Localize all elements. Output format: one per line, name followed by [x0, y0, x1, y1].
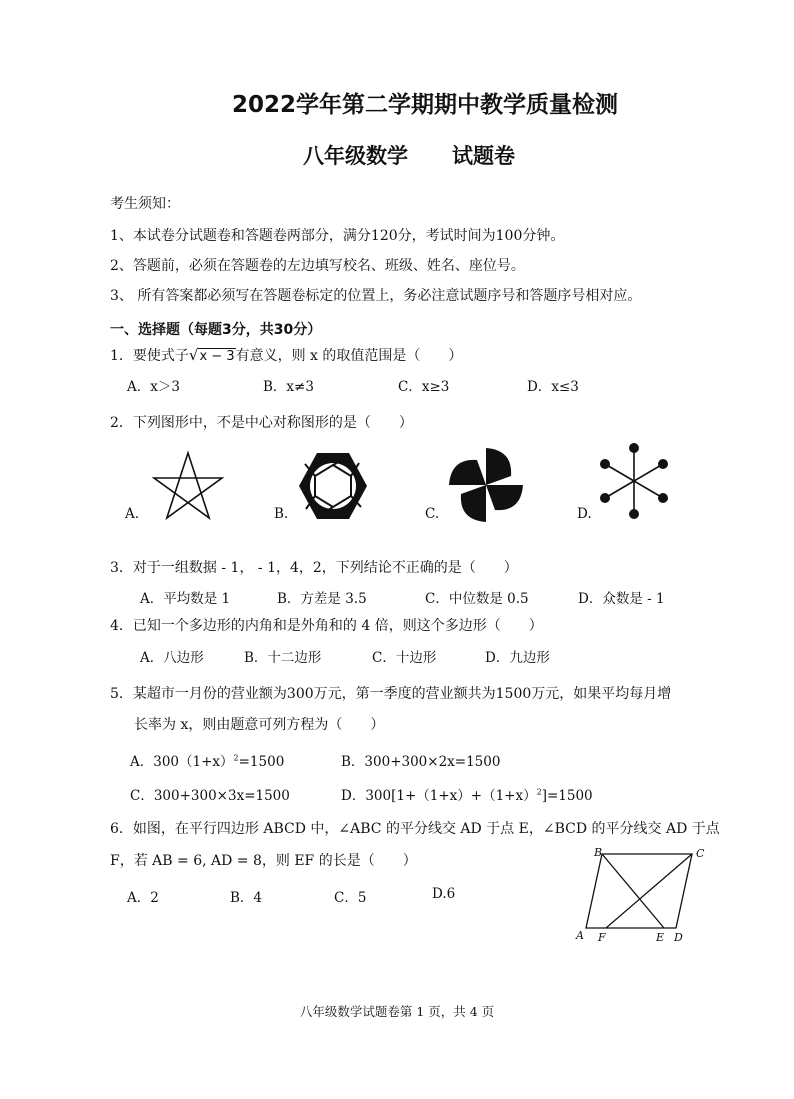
question-6-option-b: B．4	[230, 890, 263, 906]
question-4-option-b: B．十二边形	[244, 650, 322, 666]
pinwheel-icon	[447, 446, 525, 524]
exponent: 2	[536, 787, 542, 797]
question-5-stem-line-2: 长率为 x，则由题意可列方程为（ ）	[134, 717, 385, 733]
question-4-option-d: D．九边形	[485, 650, 550, 666]
question-6-option-a: A．2	[127, 890, 159, 906]
radicand: x − 3	[199, 349, 235, 364]
notice-item: 2、答题前，必须在答题卷的左边填写校名、班级、姓名、座位号。	[110, 258, 525, 274]
question-2-label-d: D.	[577, 506, 592, 522]
section-heading: 一、选择题（每题3分，共30分）	[110, 322, 322, 338]
question-1-option-d: D．x≤3	[527, 379, 579, 395]
hexagon-icon	[296, 449, 370, 523]
pentagram-icon	[150, 450, 226, 522]
question-2-label-b: B.	[274, 506, 289, 522]
notice-item: 1、本试卷分试题卷和答题卷两部分，满分120分，考试时间为100分钟。	[110, 228, 565, 244]
question-1-option-a: A．x＞3	[127, 379, 180, 395]
question-5-option-a-rhs: =1500	[238, 754, 285, 770]
six-spoke-star-icon	[598, 441, 670, 521]
question-3-option-a: A．平均数是 1	[140, 591, 231, 607]
question-1-stem	[110, 345, 462, 365]
question-3-option-b: B．方差是 3.5	[277, 591, 367, 607]
notice-heading: 考生须知：	[110, 196, 180, 212]
page-title: 2022学年第二学期期中教学质量检测	[231, 92, 618, 118]
question-5-option-a	[130, 750, 284, 770]
page-subtitle-subject: 八年级数学	[303, 144, 408, 168]
question-5-option-a-base: A．300（1+x）	[130, 754, 234, 770]
parallelogram-figure	[570, 842, 710, 946]
question-2-label-c: C.	[425, 506, 440, 522]
question-6-option-c: C．5	[334, 890, 367, 906]
point-label-e: E	[656, 931, 665, 944]
vertex-label-a: A	[576, 929, 584, 942]
question-4-option-a: A．八边形	[140, 650, 204, 666]
question-3-option-c: C．中位数是 0.5	[425, 591, 529, 607]
question-4-option-c: C．十边形	[372, 650, 437, 666]
vertex-label-c: C	[696, 847, 705, 860]
page-subtitle-type: 试题卷	[452, 144, 515, 168]
question-2-label-a: A.	[125, 506, 140, 522]
question-5-option-d-rhs: ]=1500	[541, 788, 593, 804]
question-3-option-d: D．众数是 - 1	[578, 591, 665, 607]
question-6-stem-line-2: F，若 AB = 6, AD = 8，则 EF 的长是（ ）	[110, 853, 417, 869]
notice-item: 3、 所有答案都必须写在答题卷标定的位置上，务必注意试题序号和答题序号相对应。	[110, 288, 642, 304]
question-1-option-c: C．x≥3	[398, 379, 450, 395]
vertex-label-d: D	[674, 931, 683, 944]
question-1-prefix: 1．要使式子	[110, 348, 189, 364]
question-2-stem: 2．下列图形中，不是中心对称图形的是（ ）	[110, 415, 413, 431]
question-5-option-c: C．300+300×3x=1500	[130, 788, 290, 804]
question-6-option-d: D.6	[432, 886, 456, 902]
exponent: 2	[233, 753, 239, 763]
question-1-suffix: 有意义，则 x 的取值范围是（ ）	[235, 348, 463, 364]
question-1-option-b: B．x≠3	[263, 379, 314, 395]
point-label-f: F	[598, 931, 606, 944]
question-4-stem: 4．已知一个多边形的内角和是外角和的 4 倍，则这个多边形（ ）	[110, 618, 543, 634]
question-6-stem-line-1: 6．如图，在平行四边形 ABCD 中，∠ABC 的平分线交 AD 于点 E，∠BCD 的平分线交 AD 于点	[110, 821, 720, 837]
question-5-option-d	[341, 784, 593, 804]
question-5-option-b: B．300+300×2x=1500	[341, 754, 501, 770]
question-5-option-d-base: D．300[1+（1+x）+（1+x）	[341, 788, 537, 804]
page-footer: 八年级数学试题卷第 1 页，共 4 页	[299, 1004, 495, 1019]
question-3-stem: 3．对于一组数据 - 1， - 1，4，2，下列结论不正确的是（ ）	[110, 560, 518, 576]
question-5-stem-line-1: 5．某超市一月份的营业额为300万元，第一季度的营业额共为1500万元，如果平均每月增	[110, 686, 672, 702]
vertex-label-b: B	[594, 846, 603, 859]
radical-sign-icon: √	[188, 346, 199, 364]
square-root-expression	[189, 346, 236, 364]
